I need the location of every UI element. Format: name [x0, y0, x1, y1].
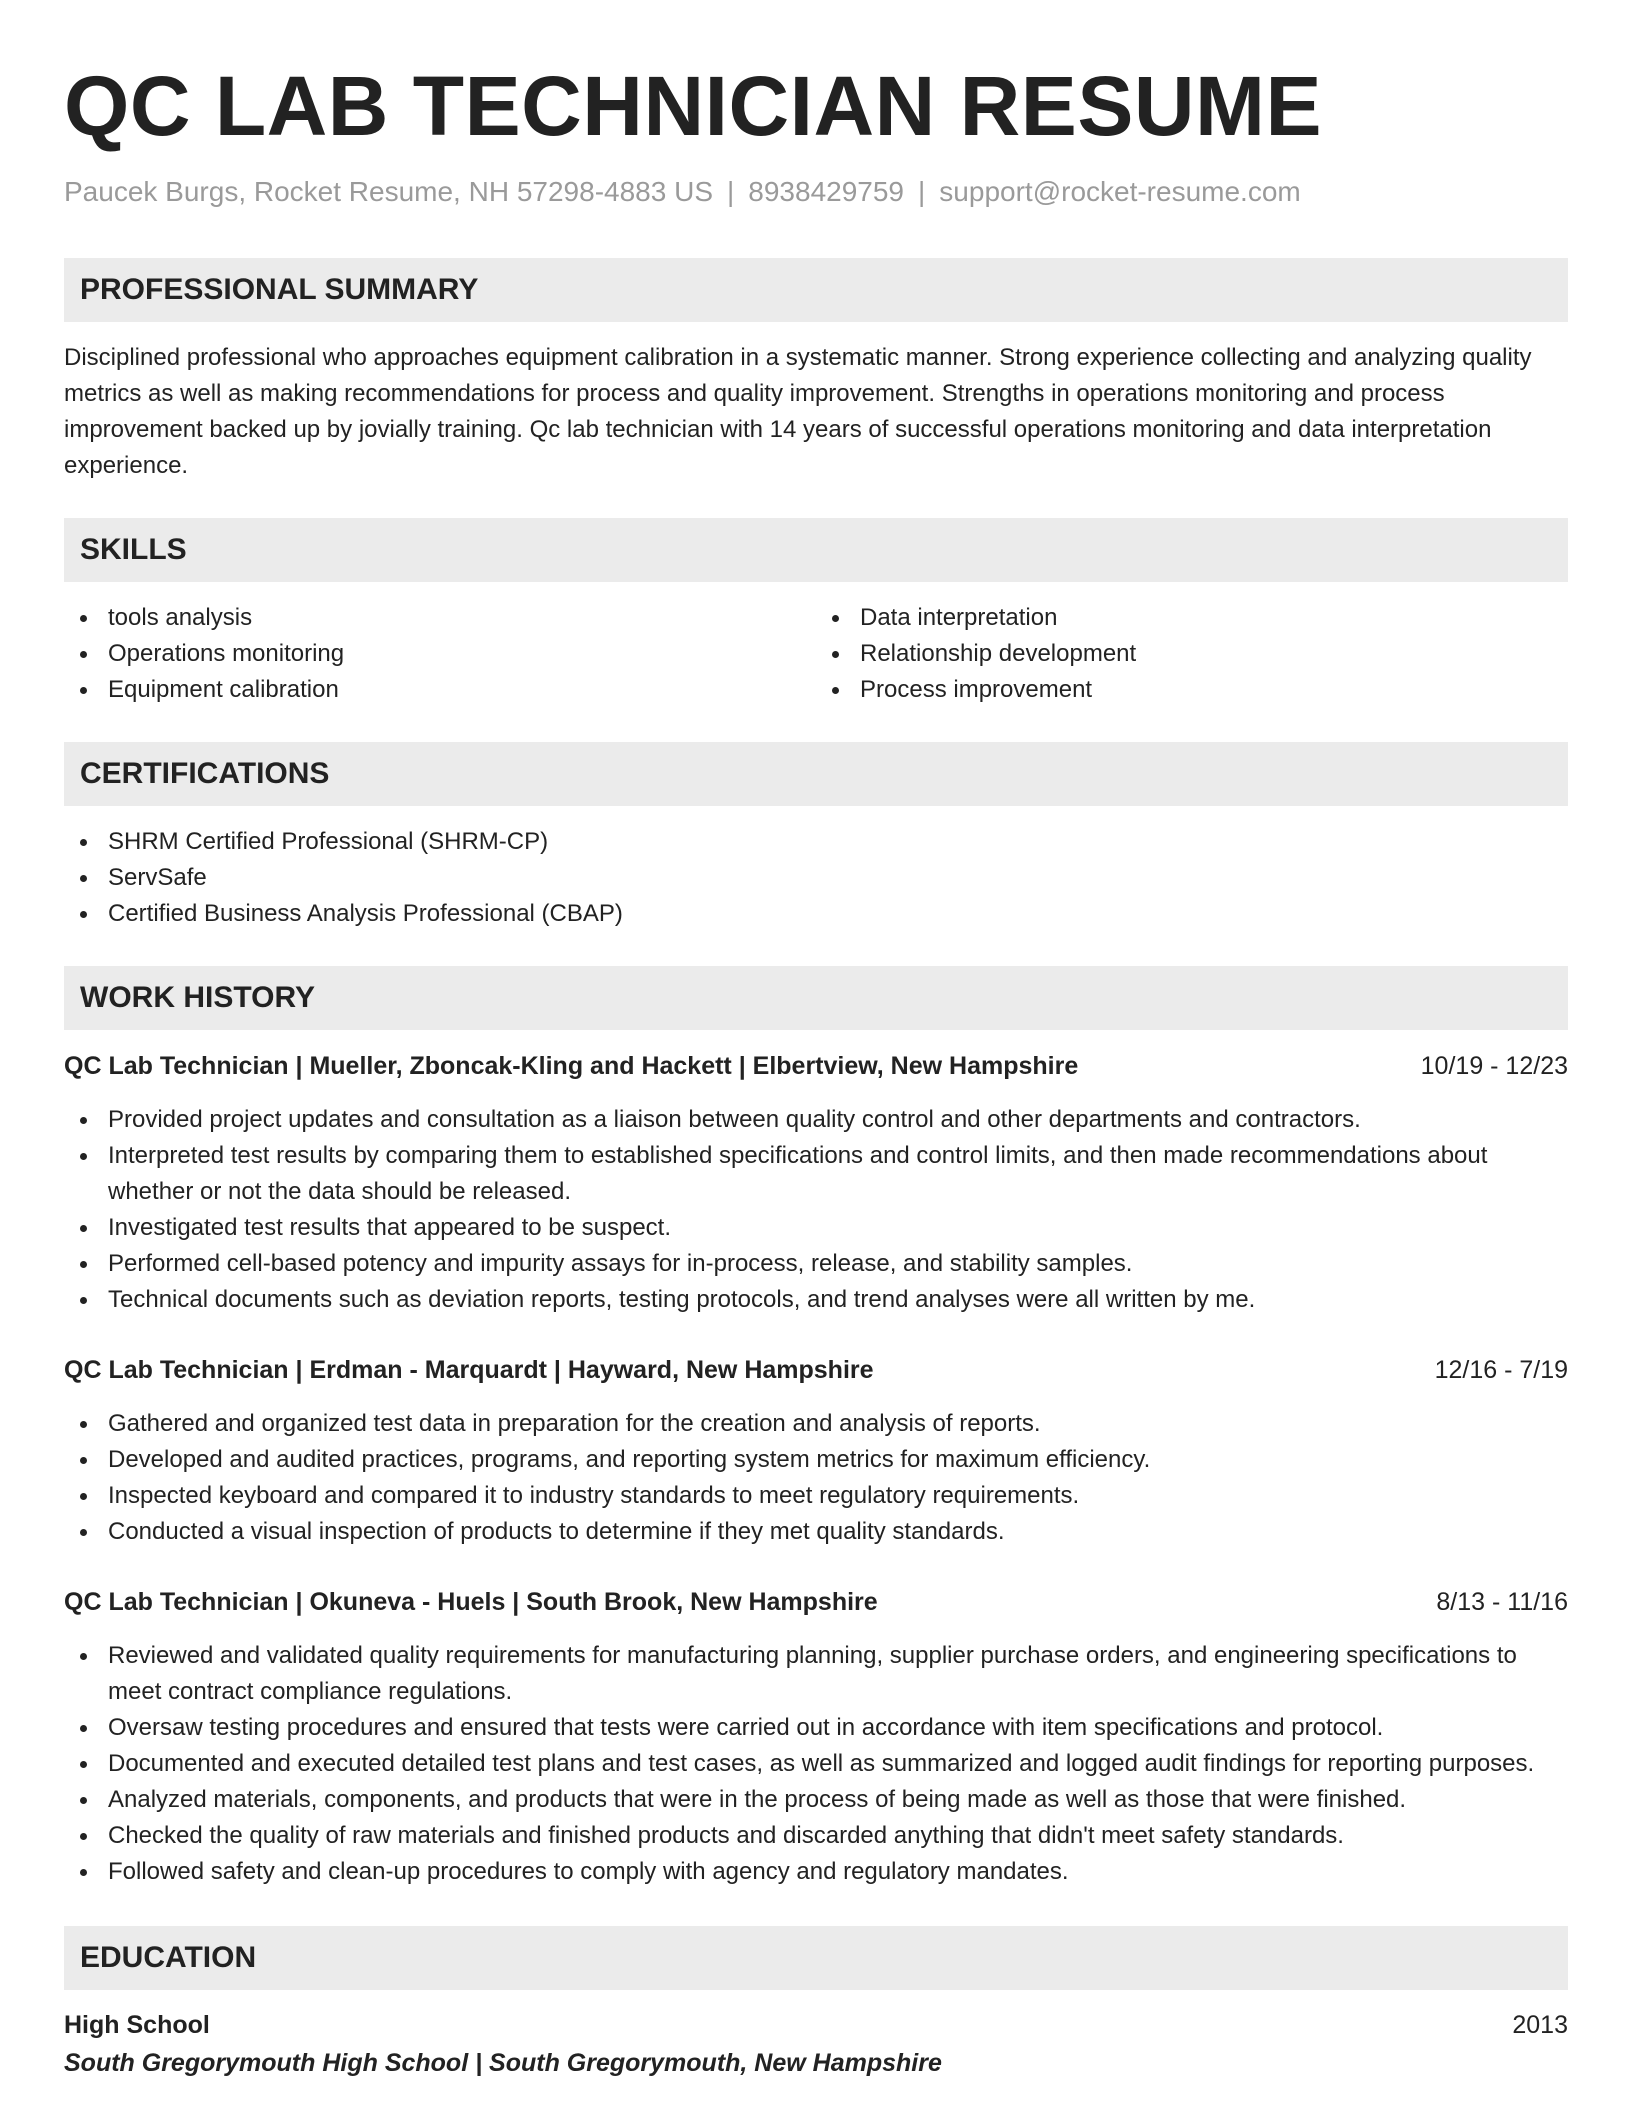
job-bullet: Provided project updates and consultation as a liaison between quality control and other departments and contractors.	[64, 1102, 1568, 1138]
job-header	[64, 1352, 1568, 1388]
education-entry	[64, 2006, 1568, 2082]
skill-item: Process improvement	[816, 672, 1568, 708]
job-entry	[64, 1352, 1568, 1550]
education-header	[64, 2006, 1568, 2044]
skill-item: Operations monitoring	[64, 636, 816, 672]
job-entry	[64, 1584, 1568, 1890]
contact-separator: |	[918, 176, 926, 207]
summary-text: Disciplined professional who approaches equipment calibration in a systematic manner. Strong experience collecting and analyzing quality metrics as well as making recommendations for process and quality improvement. Strengths in operations monitoring and process improvement backed up by jovially training. Qc lab technician with 14 years of successful operations monitoring and data interpretation experience.	[64, 344, 1532, 479]
contact-phone: 8938429759	[748, 176, 905, 207]
job-heading: QC Lab Technician | Erdman - Marquardt | Hayward, New Hampshire	[64, 1356, 874, 1384]
certification-item: SHRM Certified Professional (SHRM-CP)	[64, 824, 1568, 860]
education-year: 2013	[1512, 2011, 1568, 2039]
skill-item: Relationship development	[816, 636, 1568, 672]
job-bullets	[64, 1638, 1568, 1890]
contact-line	[64, 174, 1568, 210]
section-title-certifications: CERTIFICATIONS	[64, 742, 1568, 806]
job-bullets	[64, 1406, 1568, 1550]
section-title-skills: SKILLS	[64, 518, 1568, 582]
skills-grid	[64, 600, 1568, 708]
job-bullet: Conducted a visual inspection of products to determine if they met quality standards.	[64, 1514, 1568, 1550]
job-heading: QC Lab Technician | Mueller, Zboncak-Kling and Hackett | Elbertview, New Hampshire	[64, 1052, 1079, 1080]
education-degree: High School	[64, 2011, 210, 2039]
job-dates: 8/13 - 11/16	[1436, 1588, 1568, 1616]
job-entry	[64, 1048, 1568, 1318]
job-bullet: Analyzed materials, components, and products that were in the process of being made as well as those that were finished.	[64, 1782, 1568, 1818]
job-dates: 10/19 - 12/23	[1420, 1052, 1568, 1080]
skill-item: Equipment calibration	[64, 672, 816, 708]
skill-item: Data interpretation	[816, 600, 1568, 636]
contact-address: Paucek Burgs, Rocket Resume, NH 57298-4883 US	[64, 176, 713, 207]
job-bullet: Investigated test results that appeared to be suspect.	[64, 1210, 1568, 1246]
job-heading: QC Lab Technician | Okuneva - Huels | South Brook, New Hampshire	[64, 1588, 878, 1616]
certifications-list	[64, 824, 1568, 932]
skills-column-right	[816, 600, 1568, 708]
contact-separator: |	[727, 176, 735, 207]
job-bullet: Interpreted test results by comparing them to established specifications and control limits, and then made recommendations about whether or not the data should be released.	[64, 1138, 1568, 1210]
contact-email: support@rocket-resume.com	[939, 176, 1301, 207]
job-bullet: Oversaw testing procedures and ensured that tests were carried out in accordance with item specifications and protocol.	[64, 1710, 1568, 1746]
certification-item: ServSafe	[64, 860, 1568, 896]
job-bullet: Reviewed and validated quality requirements for manufacturing planning, supplier purchase orders, and engineering specifications to meet contract compliance regulations.	[64, 1638, 1568, 1710]
job-bullet: Followed safety and clean-up procedures to comply with agency and regulatory mandates.	[64, 1854, 1568, 1890]
section-title-summary: PROFESSIONAL SUMMARY	[64, 258, 1568, 322]
section-title-work-history: WORK HISTORY	[64, 966, 1568, 1030]
job-bullets	[64, 1102, 1568, 1318]
skill-item: tools analysis	[64, 600, 816, 636]
job-bullet: Documented and executed detailed test plans and test cases, as well as summarized and logged audit findings for reporting purposes.	[64, 1746, 1568, 1782]
job-bullet: Technical documents such as deviation reports, testing protocols, and trend analyses were all written by me.	[64, 1282, 1568, 1318]
job-bullet: Developed and audited practices, programs, and reporting system metrics for maximum efficiency.	[64, 1442, 1568, 1478]
skills-column-left	[64, 600, 816, 708]
job-bullet: Inspected keyboard and compared it to industry standards to meet regulatory requirements.	[64, 1478, 1568, 1514]
job-bullet: Performed cell-based potency and impurity assays for in-process, release, and stability samples.	[64, 1246, 1568, 1282]
job-header	[64, 1584, 1568, 1620]
resume-name: QC LAB TECHNICIAN RESUME	[64, 59, 1323, 153]
job-header	[64, 1048, 1568, 1084]
job-bullet: Gathered and organized test data in preparation for the creation and analysis of reports.	[64, 1406, 1568, 1442]
section-title-education: EDUCATION	[64, 1926, 1568, 1990]
certification-item: Certified Business Analysis Professional (CBAP)	[64, 896, 1568, 932]
job-dates: 12/16 - 7/19	[1434, 1356, 1568, 1384]
education-school: South Gregorymouth High School | South Gregorymouth, New Hampshire	[64, 2049, 942, 2077]
job-bullet: Checked the quality of raw materials and finished products and discarded anything that didn't meet safety standards.	[64, 1818, 1568, 1854]
